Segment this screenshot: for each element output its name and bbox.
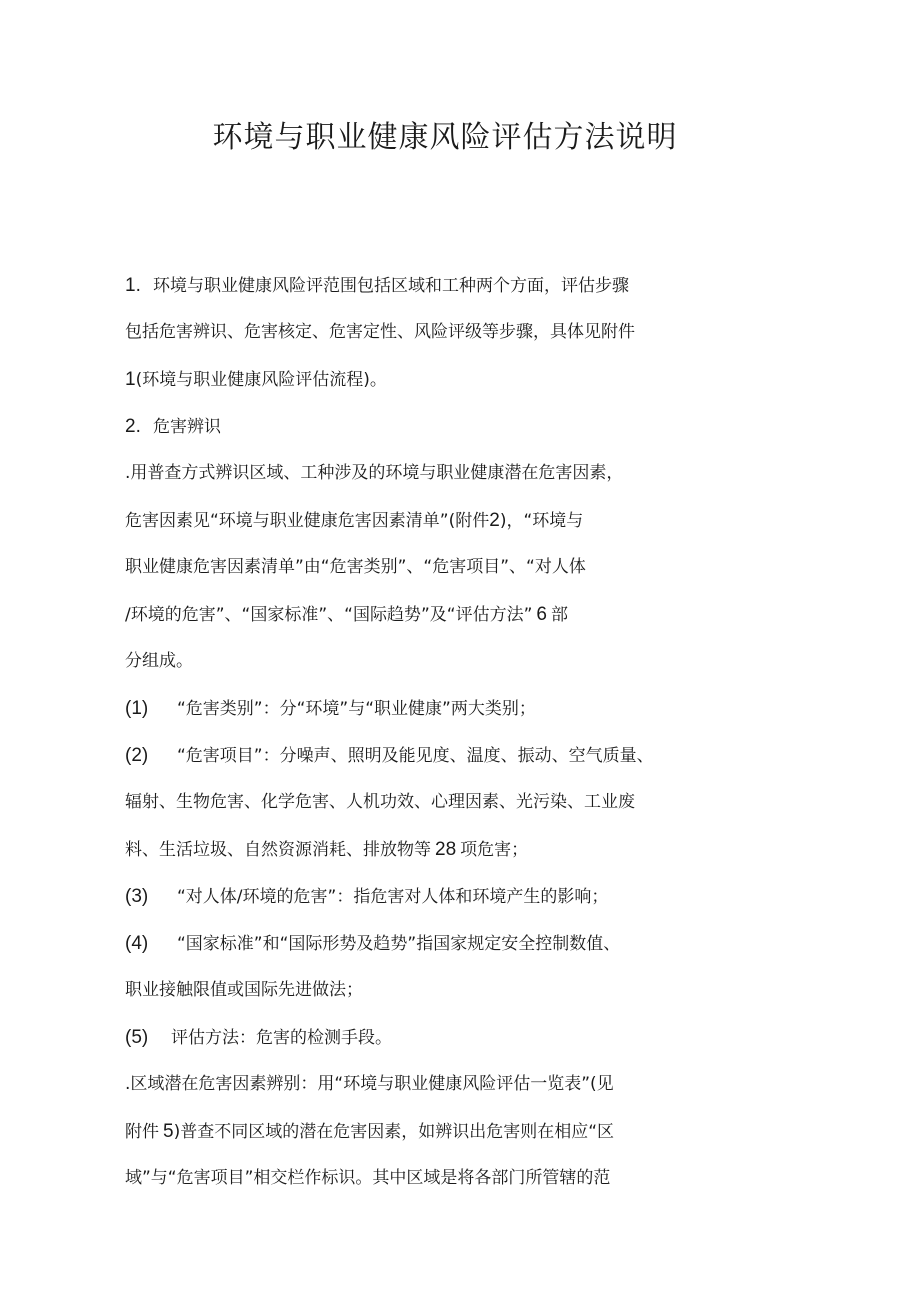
- paragraph-line: [125, 967, 700, 1014]
- line-text: 职业健康危害因素清单”由“危害类别”、“危害项目”、“对人体: [125, 557, 586, 577]
- list-item-number: (3): [125, 886, 149, 907]
- line-text: 分组成。: [125, 651, 193, 671]
- paragraph-line: [125, 309, 700, 356]
- paragraph-line: [125, 544, 700, 591]
- paragraph-line: [125, 1155, 700, 1202]
- line-text: 危害辨识: [153, 417, 221, 437]
- line-text: “危害类别”：分“环境”与“职业健康”两大类别；: [177, 699, 536, 719]
- inline-number: 28: [435, 839, 457, 860]
- inline-number: 1: [125, 369, 136, 390]
- paragraph-line: [125, 591, 700, 638]
- line-text: “对人体/环境的危害”：指危害对人体和环境产生的影响；: [177, 887, 609, 907]
- list-item-number: (2): [125, 745, 149, 766]
- paragraph-line: [125, 1108, 700, 1155]
- line-text: (环境与职业健康风险评估流程)。: [135, 370, 387, 390]
- section-heading: [125, 403, 700, 450]
- section-number: 1.: [125, 275, 141, 296]
- line-text: 危害因素见“环境与职业健康危害因素清单”(附件: [125, 511, 490, 531]
- list-item: [125, 1014, 700, 1061]
- list-item-number: (4): [125, 933, 149, 954]
- line-text: 环境与职业健康风险评范围包括区域和工种两个方面，评估步骤: [153, 276, 629, 296]
- paragraph-line: [125, 262, 700, 309]
- document-body: [125, 262, 700, 1202]
- line-text: 附件: [125, 1122, 159, 1142]
- line-text: /环境的危害”、“国家标准”、“国际趋势”及“评估方法”: [125, 605, 533, 625]
- list-item: [125, 732, 700, 779]
- list-item: [125, 873, 700, 920]
- paragraph-line: [125, 779, 700, 826]
- line-text: 项危害；: [460, 840, 529, 860]
- paragraph-line: [125, 826, 700, 873]
- paragraph-line: [125, 356, 700, 403]
- section-number: 2.: [125, 416, 141, 437]
- line-text: 职业接触限值或国际先进做法；: [125, 980, 363, 1000]
- paragraph-line: [125, 1061, 700, 1108]
- line-text: 辐射、生物危害、化学危害、人机功效、心理因素、光污染、工业废: [125, 792, 635, 812]
- list-item-number: (5): [125, 1027, 149, 1048]
- document-title: 环境与职业健康风险评估方法说明: [212, 120, 678, 155]
- line-text: 料、生活垃圾、自然资源消耗、排放物等: [125, 840, 431, 860]
- line-text: )，“环境与: [499, 511, 584, 531]
- list-item: [125, 685, 700, 732]
- line-text: “危害项目”：分噪声、照明及能见度、温度、振动、空气质量、: [177, 746, 654, 766]
- paragraph-line: [125, 497, 700, 544]
- list-item: [125, 920, 700, 967]
- line-text: 评估方法：危害的检测手段。: [171, 1028, 392, 1048]
- line-text: “国家标准”和“国际形势及趋势”指国家规定安全控制数值、: [177, 934, 621, 954]
- line-text: .区域潜在危害因素辨别：用“环境与职业健康风险评估一览表”(见: [125, 1074, 614, 1094]
- line-text: .用普查方式辨识区域、工种涉及的环境与职业健康潜在危害因素，: [125, 463, 624, 483]
- inline-number: 5: [163, 1121, 174, 1142]
- line-text: )普查不同区域的潜在危害因素，如辨识出危害则在相应“区: [173, 1122, 615, 1142]
- paragraph-line: [125, 450, 700, 497]
- line-text: 包括危害辨识、危害核定、危害定性、风险评级等步骤，具体见附件: [125, 322, 635, 342]
- line-text: 部: [550, 605, 568, 625]
- inline-number: 6: [536, 604, 547, 625]
- line-text: 域”与“危害项目”相交栏作标识。其中区域是将各部门所管辖的范: [125, 1168, 611, 1188]
- inline-number: 2: [489, 510, 500, 531]
- list-item-number: (1): [125, 698, 149, 719]
- paragraph-line: [125, 638, 700, 685]
